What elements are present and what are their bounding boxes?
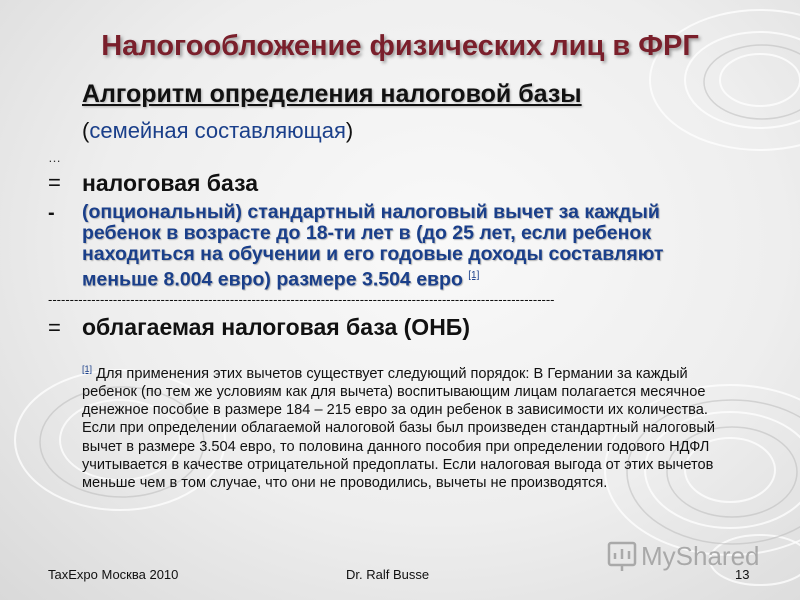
ellipsis: … <box>48 150 61 165</box>
myshared-watermark-logo <box>605 535 775 575</box>
subheading-text: семейная составляющая <box>89 118 346 143</box>
footer-event: TaxExpo Москва 2010 <box>48 567 179 582</box>
page-number: 13 <box>735 567 750 582</box>
equals-symbol: = <box>48 170 61 195</box>
footnote <box>82 360 742 492</box>
deduction-body: (опциональный) стандартный налоговый вычет за каждый ребенок в возрасте до 18-ти лет в (до 25 лет, если ребенок находиться на обучении и его годовые доходы составляют меньше 8.004 евро) размере 3.504 евро <box>82 201 664 291</box>
taxable-base-label: облагаемая налоговая база (ОНБ) <box>82 314 471 340</box>
slide-title: Налогообложение физических лиц в ФРГ <box>101 30 699 62</box>
footnote-anchor-link[interactable]: [1] <box>82 364 93 374</box>
tax-base-label: налоговая база <box>82 170 259 196</box>
open-paren: ( <box>82 118 90 143</box>
footnote-reference-link[interactable]: [1] <box>468 270 480 281</box>
footnote-text: Для применения этих вычетов существует следующий порядок: В Германии за каждый ребенок (по тем же условиям как для вычета) воспитывающим лицам полагается месячное денежное пособие в размере 184 – 215 евро за один ребенок в зависимости их количества. Если при определении облагаемой налоговой базы был произведен стандартный налоговый вычет в размере 3.504 евро, то половина данного пособия при определении годового НДФЛ учитывается в качестве отрицательной предоплаты. Если налоговая выгода от этих вычетов меньше чем в том случае, что они не проводились, вычеты не производятся. <box>82 365 716 492</box>
close-paren: ) <box>345 118 354 143</box>
minus-symbol: - <box>48 202 55 224</box>
dashed-separator: --------------------------------------------------------------------------------------------------------------------- <box>48 292 555 307</box>
equals-symbol-result: = <box>48 315 61 340</box>
child-deduction-text <box>82 202 712 291</box>
section-heading: Алгоритм определения налоговой базы <box>82 80 582 108</box>
footer-author: Dr. Ralf Busse <box>346 567 430 582</box>
svg-text:MyShared: MyShared <box>641 541 760 571</box>
section-subheading <box>82 118 353 144</box>
